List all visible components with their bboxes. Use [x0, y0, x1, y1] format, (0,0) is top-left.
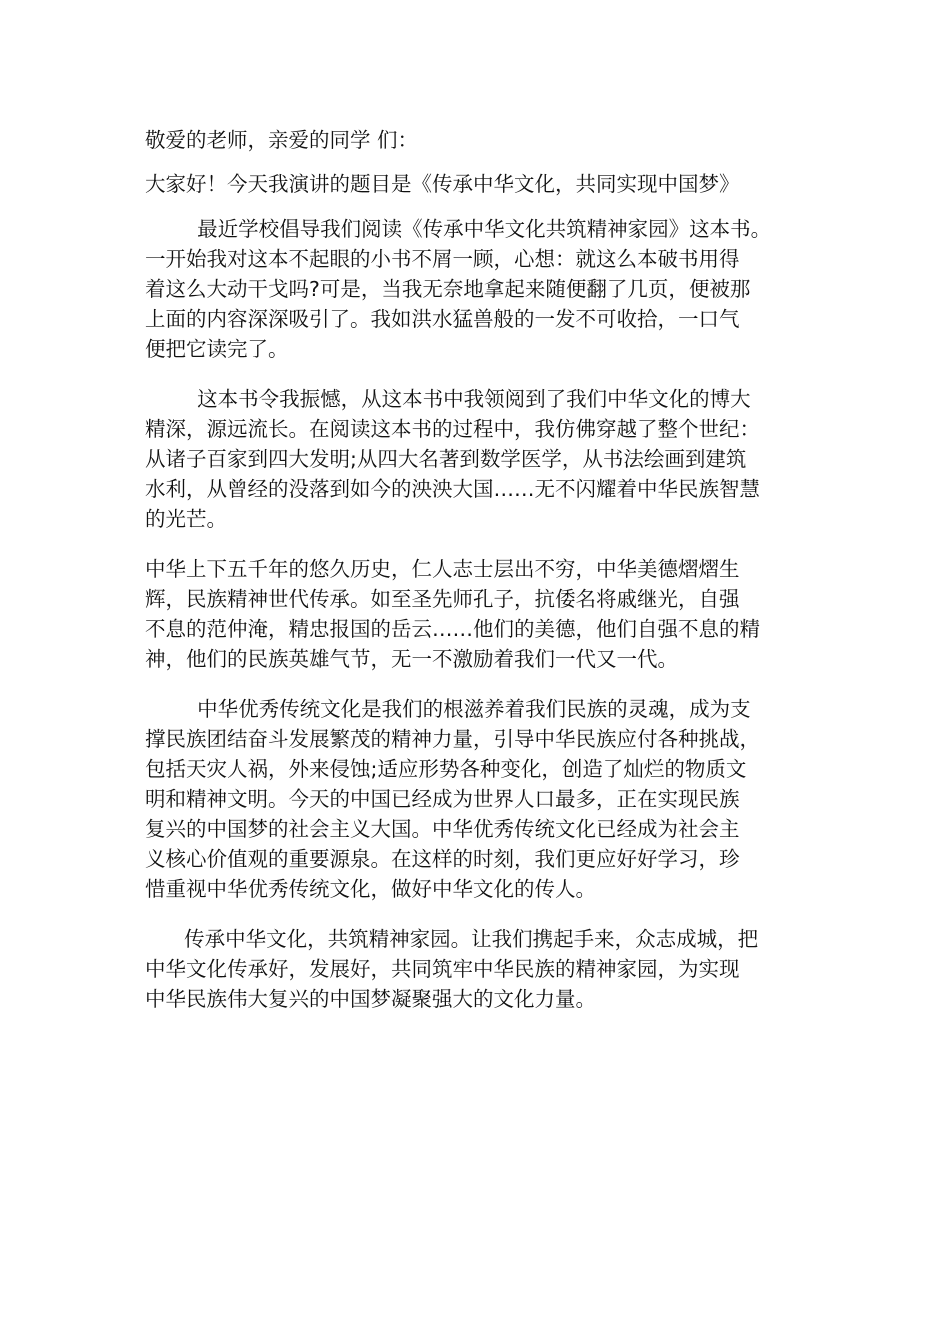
- paragraph-line: 神，他们的民族英雄气节，无一不激励着我们一代又一代。: [145, 647, 678, 671]
- paragraph-line: 便把它读完了。: [145, 337, 289, 361]
- paragraph-1: [145, 214, 810, 364]
- paragraph-line: 水利，从曾经的没落到如今的泱泱大国……无不闪耀着中华民族智慧: [145, 477, 760, 501]
- paragraph-line: 最近学校倡导我们阅读《传承中华文化共筑精神家园》这本书。: [145, 217, 772, 241]
- paragraph-line: 这本书令我振憾，从这本书中我领阅到了我们中华文化的博大: [145, 387, 751, 411]
- paragraph-line: 撑民族团结奋斗发展繁茂的精神力量，引导中华民族应付各种挑战，: [145, 727, 760, 751]
- paragraph-line: 中华民族伟大复兴的中国梦凝聚强大的文化力量。: [145, 987, 596, 1011]
- paragraph-line: 精深，源远流长。在阅读这本书的过程中，我仿佛穿越了整个世纪：: [145, 417, 760, 441]
- intro-text: 大家好！今天我演讲的题目是《传承中华文化，共同实现中国梦》: [145, 172, 740, 196]
- paragraph-line: 上面的内容深深吸引了。我如洪水猛兽般的一发不可收拾，一口气: [145, 307, 740, 331]
- paragraph-3: [145, 554, 810, 674]
- paragraph-line: 复兴的中国梦的社会主义大国。中华优秀传统文化已经成为社会主: [145, 817, 740, 841]
- paragraph-line: 着这么大动干戈吗?可是，当我无奈地拿起来随便翻了几页，便被那: [145, 277, 751, 301]
- paragraph-line: 惜重视中华优秀传统文化，做好中华文化的传人。: [145, 877, 596, 901]
- paragraph-line: 从诸子百家到四大发明;从四大名著到数学医学，从书法绘画到建筑: [145, 447, 747, 471]
- intro-line: [145, 169, 810, 199]
- paragraph-line: 明和精神文明。今天的中国已经成为世界人口最多，正在实现民族: [145, 787, 740, 811]
- paragraph-line: 中华上下五千年的悠久历史，仁人志士层出不穷，中华美德熠熠生: [145, 557, 740, 581]
- paragraph-line: 一开始我对这本不起眼的小书不屑一顾，心想：就这么本破书用得: [145, 247, 740, 271]
- paragraph-line: 义核心价值观的重要源泉。在这样的时刻，我们更应好好学习，珍: [145, 847, 740, 871]
- greeting-line: [145, 125, 810, 155]
- paragraph-5: [145, 924, 810, 1014]
- paragraph-line: 不息的范仲淹，精忠报国的岳云……他们的美德，他们自强不息的精: [145, 617, 760, 641]
- paragraph-4: [145, 694, 810, 904]
- paragraph-line: 传承中华文化，共筑精神家园。让我们携起手来，众志成城，把: [145, 927, 759, 951]
- paragraph-line: 包括天灾人祸，外来侵蚀;适应形势各种变化，创造了灿烂的物质文: [145, 757, 747, 781]
- paragraph-line: 的光芒。: [145, 507, 227, 531]
- paragraph-line: 中华文化传承好，发展好，共同筑牢中华民族的精神家园，为实现: [145, 957, 740, 981]
- paragraph-line: 中华优秀传统文化是我们的根滋养着我们民族的灵魂，成为支: [145, 697, 751, 721]
- document-page: [145, 125, 810, 1014]
- paragraph-line: 辉，民族精神世代传承。如至圣先师孔子，抗倭名将戚继光，自强: [145, 587, 740, 611]
- paragraph-2: [145, 384, 810, 534]
- greeting-text: 敬爱的老师，亲爱的同学 们：: [145, 128, 419, 152]
